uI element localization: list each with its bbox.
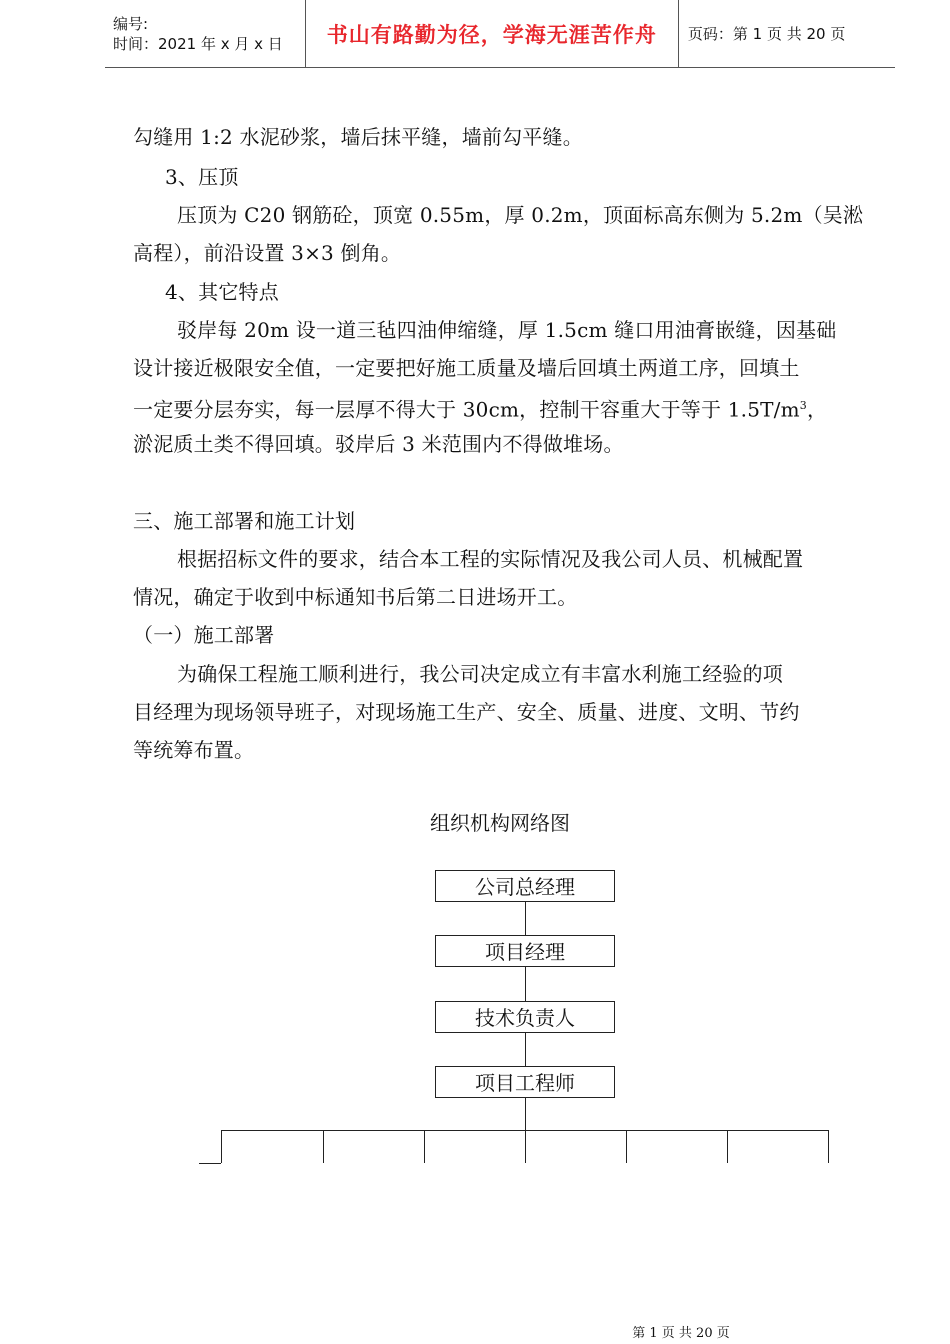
- header-meta-cell: [105, 0, 305, 68]
- body-line: 目经理为现场领导班子，对现场施工生产、安全、质量、进度、文明、节约: [133, 700, 800, 724]
- density-text: 一定要分层夯实，每一层厚不得大于 30cm，控制干容重大于等于 1.5T/m: [133, 397, 800, 422]
- chapter-heading: 三、施工部署和施工计划: [133, 509, 356, 533]
- density-tail: ，: [806, 397, 828, 422]
- org-node-technical-lead: 技术负责人: [435, 1001, 615, 1033]
- body-line-density: [133, 393, 827, 423]
- body-line: 驳岸每 20m 设一道三毡四油伸缩缝，厚 1.5cm 缝口用油膏嵌缝，因基础: [177, 318, 837, 342]
- branch-drop: [323, 1130, 324, 1163]
- body-line: 根据招标文件的要求，结合本工程的实际情况及我公司人员、机械配置: [177, 547, 804, 571]
- serial-label: 编号:: [113, 14, 149, 33]
- connector-line: [525, 902, 526, 936]
- connector-line: [525, 1033, 526, 1067]
- org-chart-title: 组织机构网络图: [430, 811, 570, 835]
- connector-line: [525, 967, 526, 1001]
- motto-text: 书山有路勤为径，学海无涯苦作舟: [326, 22, 657, 47]
- body-line: 勾缝用 1:2 水泥砂浆，墙后抹平缝，墙前勾平缝。: [133, 125, 583, 149]
- body-line: 高程），前沿设置 3×3 倒角。: [133, 241, 402, 265]
- branch-drop: [424, 1130, 425, 1163]
- branch-drop: [626, 1130, 627, 1163]
- branch-stub: [199, 1163, 221, 1164]
- org-node-project-engineer: 项目工程师: [435, 1066, 615, 1098]
- section-heading: 3、压顶: [165, 165, 239, 189]
- body-line: 压顶为 C20 钢筋砼，顶宽 0.55m，厚 0.2m，顶面标高东侧为 5.2m（吴淞: [177, 203, 864, 227]
- branch-drop: [525, 1130, 526, 1163]
- header-page-cell: [678, 0, 895, 68]
- branch-drop: [221, 1130, 222, 1163]
- branch-drop: [828, 1130, 829, 1163]
- org-node-project-manager: 项目经理: [435, 935, 615, 967]
- body-line: 设计接近极限安全值，一定要把好施工质量及墙后回填土两道工序，回填土: [133, 356, 800, 380]
- body-line: 淤泥质土类不得回填。驳岸后 3 米范围内不得做堆场。: [133, 432, 624, 456]
- body-line: 等统筹布置。: [133, 738, 255, 762]
- page-footer: 第 1 页 共 20 页: [632, 1326, 730, 1341]
- section-heading: 4、其它特点: [165, 280, 279, 304]
- time-label: 时间：2021 年 x 月 x 日: [113, 34, 283, 53]
- connector-line: [525, 1098, 526, 1130]
- page-header: [105, 0, 895, 68]
- org-node-general-manager: 公司总经理: [435, 870, 615, 902]
- header-page-info: 页码：第 1 页 共 20 页: [687, 25, 846, 43]
- branch-drop: [727, 1130, 728, 1163]
- subsection-heading: （一）施工部署: [133, 623, 275, 647]
- density-superscript: 3: [799, 399, 807, 412]
- body-line: 为确保工程施工顺利进行，我公司决定成立有丰富水利施工经验的项: [177, 662, 783, 686]
- header-motto-cell: [305, 0, 678, 68]
- body-line: 情况，确定于收到中标通知书后第二日进场开工。: [133, 585, 578, 609]
